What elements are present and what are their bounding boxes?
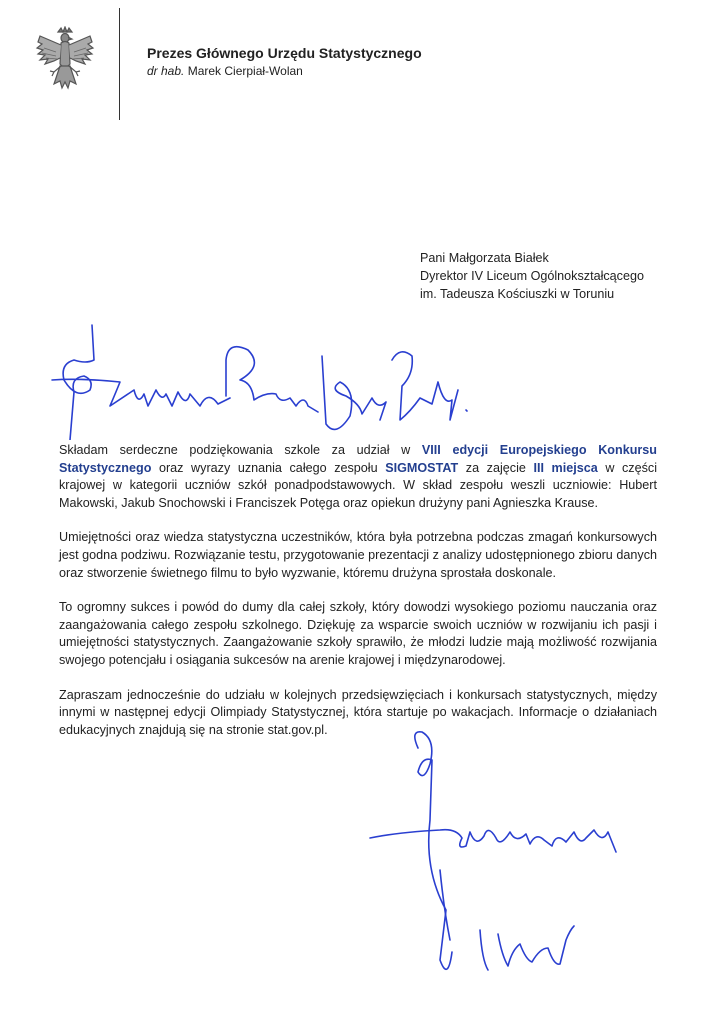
office-title: Prezes Głównego Urzędu Statystycznego: [147, 45, 422, 61]
president-name: [147, 64, 303, 78]
addressee-block: [420, 249, 644, 303]
paragraph-1: [59, 442, 657, 512]
p1-text-e: za zajęcie: [458, 460, 534, 475]
addressee-name: Pani Małgorzata Białek: [420, 251, 549, 265]
academic-title: dr hab.: [147, 64, 185, 78]
p1-text-c: oraz wyrazy uznania całego zespołu: [151, 460, 386, 475]
competition-name: VIII edycji Europejskiego Konkursu Statystycznego: [59, 443, 657, 475]
paragraph-4: Zapraszam jednocześnie do udziału w kolejnych przedsięwzięciach i konkursach statystycznych, między innymi w następnej edycji Olimpiady Statystycznej, która startuje po wakacjach. Informacje o działaniach edukacyjnych znajdują się na stronie stat.gov.pl.: [59, 687, 657, 737]
header-divider: [119, 8, 120, 120]
place-result: III miejsca: [533, 460, 598, 475]
eagle-emblem-icon: [34, 26, 96, 98]
handwritten-salutation: [40, 320, 480, 440]
president-name-text: Marek Cierpiał-Wolan: [187, 64, 303, 78]
p1-text-g: w części krajowej w kategorii uczniów szkół ponadpodstawowych. W skład zespołu weszli uczniowie: Hubert Makowski, Jakub Snochowski i Franciszek Potęga oraz opiekun drużyny pani Agnieszka Krause.: [59, 460, 657, 510]
paragraph-3: To ogromny sukces i powód do dumy dla całej szkoły, który dowodzi wysokiego poziomu nauczania oraz zaangażowania całego zespołu szkolnego. Dziękuję za wsparcie swoich uczniów w rozwijaniu ich pasji i umiejętności statystycznych. Zaangażowanie szkoły sprawiło, że młodzi ludzie mają możliwość rozwijania swojego potencjału i osiągania sukcesów na arenie krajowej i międzynarodowej.: [59, 600, 657, 667]
handwritten-signature: [360, 720, 620, 980]
team-name: SIGMOSTAT: [385, 460, 459, 475]
addressee-school: im. Tadeusza Kościuszki w Toruniu: [420, 287, 615, 301]
addressee-position: Dyrektor IV Liceum Ogólnokształcącego: [420, 269, 644, 283]
p1-text-a: Składam serdeczne podziękowania szkole za udział w: [59, 443, 422, 457]
paragraph-2: Umiejętności oraz wiedza statystyczna uczestników, która była potrzebna podczas zmagań konkursowych jest godna podziwu. Rozwiązanie testu, przygotowanie prezentacji z analizy udostępnionego zbioru danych oraz stworzenie świetnego filmu to było wyzwanie, któremu drużyna sprostała doskonale.: [59, 530, 657, 580]
letter-body: [59, 442, 657, 756]
